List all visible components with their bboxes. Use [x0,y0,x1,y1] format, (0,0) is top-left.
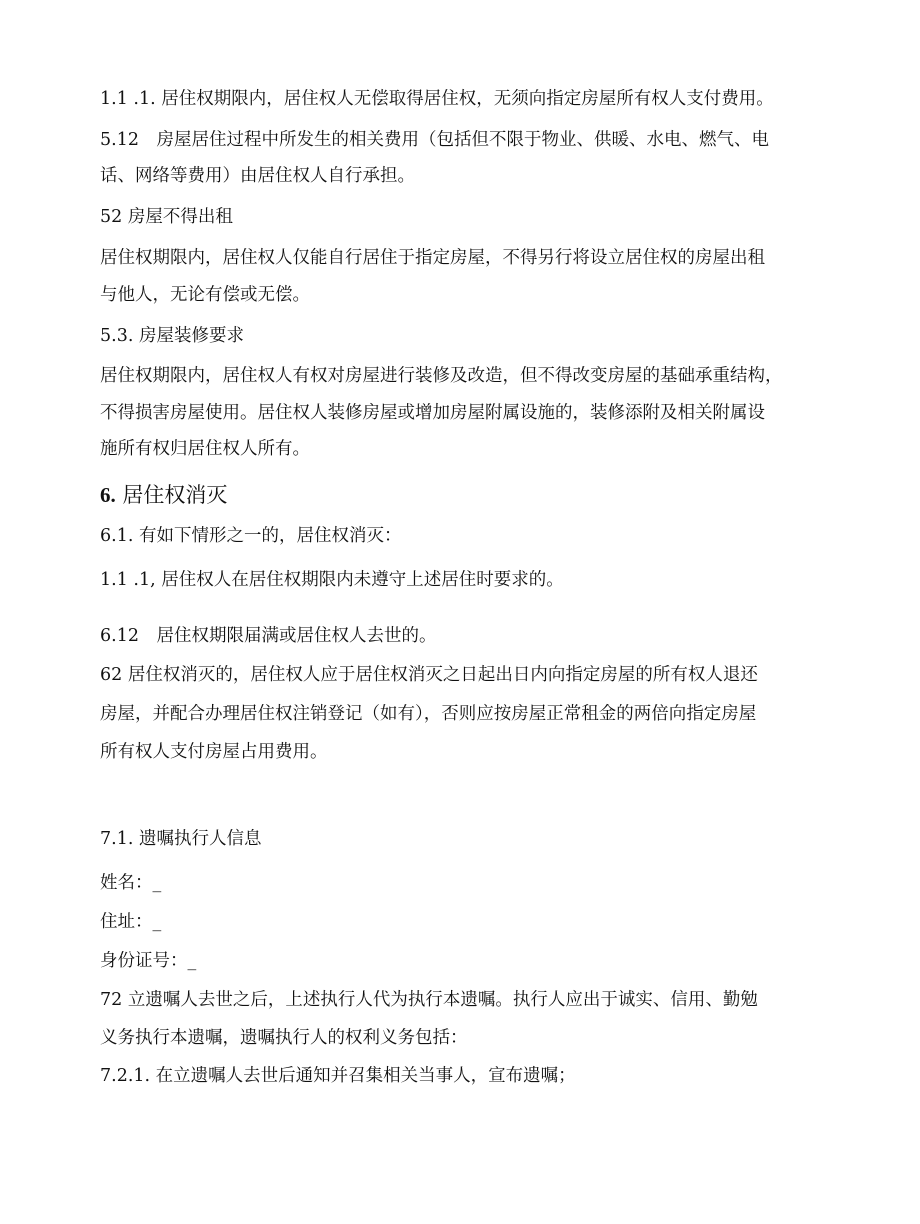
clause-6-1-1-text: 1.1 .1, 居住权人在居住权期限内未遵守上述居住时要求的。 [100,570,564,590]
clause-6-1-text: 6.1. 有如下情形之一的，居住权消灭： [100,526,402,546]
clause-5-3-text-end: 施所有权归居住权人所有。 [100,439,310,459]
section-6-heading [100,481,227,509]
clause-5-2-title: 52 房屋不得出租 [100,207,233,227]
clause-6-2-text: 62 居住权消灭的，居住权人应于居住权消灭之日起出日内向指定房屋的所有权人退还 [100,665,758,685]
clause-7-2-text: 72 立遗嘱人去世之后，上述执行人代为执行本遗嘱。执行人应出于诚实、信用、勤勉 [100,990,758,1010]
clause-5-3-title: 5.3. 房屋装修要求 [100,326,244,346]
clause-5-2-text-cont: 与他人，无论有偿或无偿。 [100,285,310,305]
clause-5-3-text-cont: 不得损害房屋使用。居住权人装修房屋或增加房屋附属设施的，装修添附及相关附属设 [100,403,765,423]
section-6-number: 6. [100,483,116,507]
executor-id-number-field: 身份证号：_ [100,951,197,971]
clause-5-2-text: 居住权期限内，居住权人仅能自行居住于指定房屋，不得另行将设立居住权的房屋出租 [100,248,765,268]
clause-7-2-1-text: 7.2.1. 在立遗嘱人去世后通知并召集相关当事人，宣布遗嘱； [100,1066,576,1086]
clause-5-1-2-text: 5.12 房屋居住过程中所发生的相关费用（包括但不限于物业、供暖、水电、燃气、电 [100,130,769,150]
clause-5-3-text: 居住权期限内，居住权人有权对房屋进行装修及改造，但不得改变房屋的基础承重结构， [100,366,783,386]
executor-address-field: 住址：_ [100,912,162,932]
clause-7-2-text-cont: 义务执行本遗嘱，遗嘱执行人的权利义务包括： [100,1028,468,1048]
section-6-title: 居住权消灭 [115,483,228,507]
clause-5-1-1-text: 1.1 .1. 居住权期限内，居住权人无偿取得居住权，无须向指定房屋所有权人支付费用。 [100,89,774,109]
clause-5-1-2-text-cont: 话、网络等费用）由居住权人自行承担。 [100,166,415,186]
clause-6-2-text-cont: 房屋，并配合办理居住权注销登记（如有），否则应按房屋正常租金的两倍向指定房屋 [100,704,757,724]
clause-6-2-text-end: 所有权人支付房屋占用费用。 [100,742,328,762]
executor-name-field: 姓名：_ [100,873,162,893]
clause-6-1-2-text: 6.12 居住权期限届满或居住权人去世的。 [100,626,437,646]
clause-7-1-title: 7.1. 遗嘱执行人信息 [100,829,262,849]
